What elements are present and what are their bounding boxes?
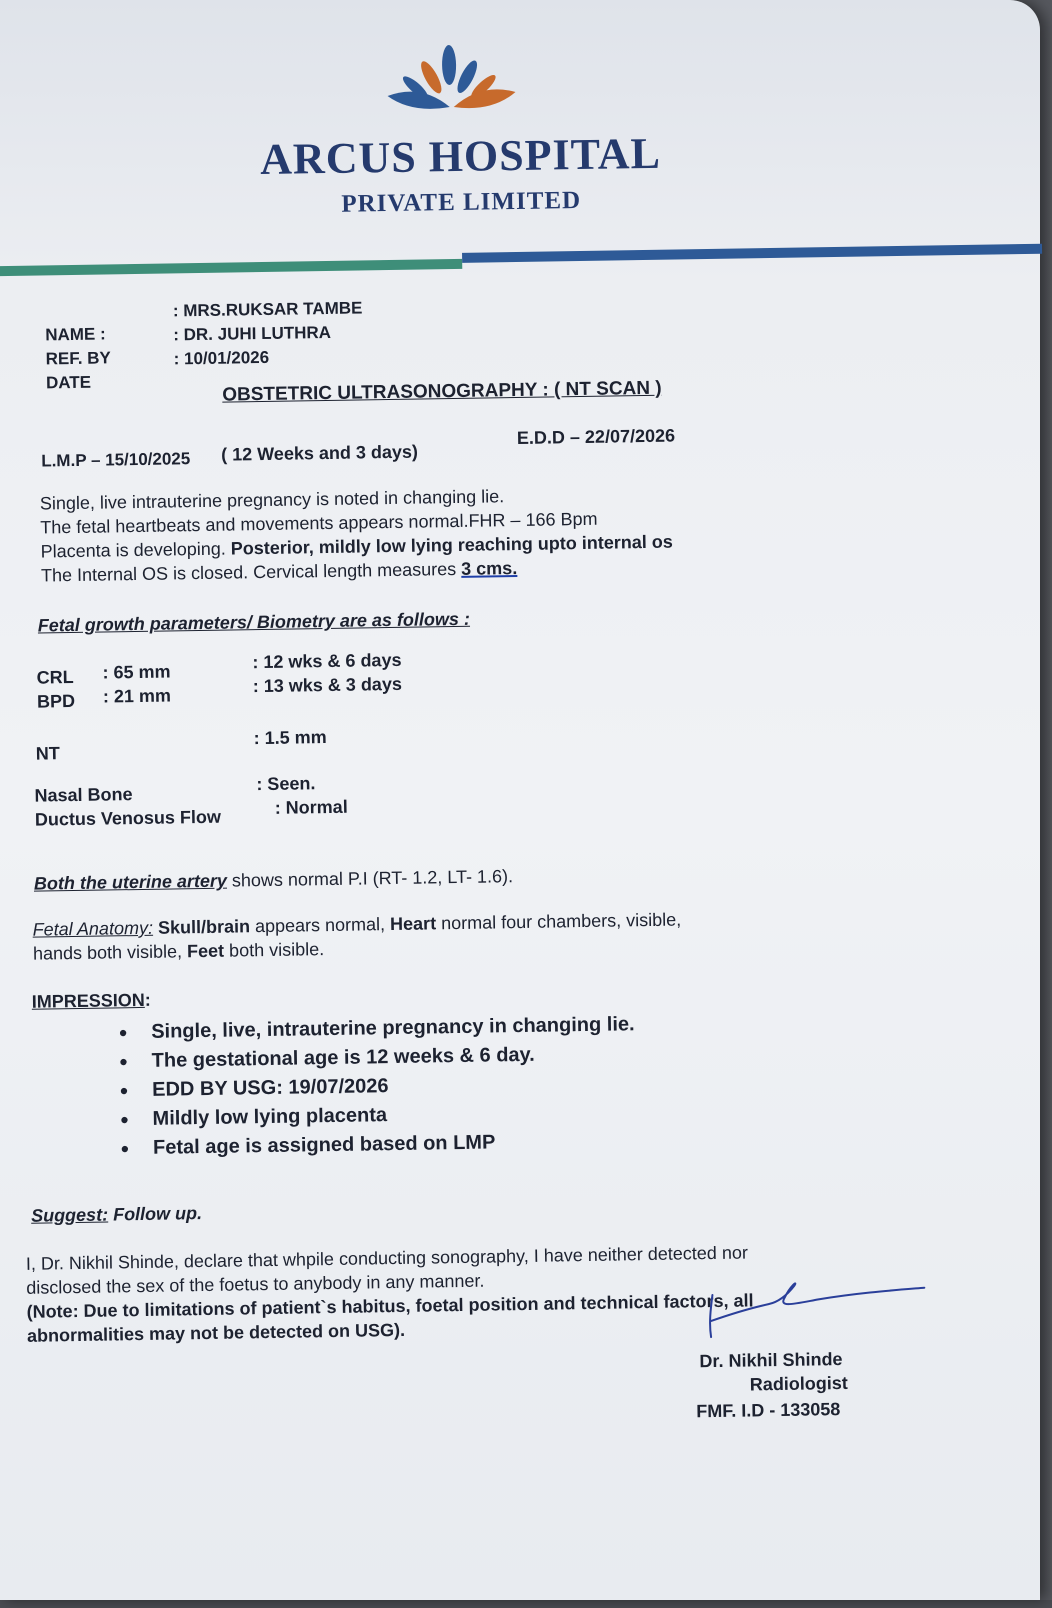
internal-os-text: The Internal OS is closed. Cervical length measures bbox=[40, 558, 457, 586]
logo-leaf bbox=[387, 91, 449, 109]
uterine-artery-text: shows normal P.I (RT- 1.2, LT- 1.6). bbox=[226, 866, 514, 891]
crl-value: : 65 mm bbox=[102, 661, 171, 683]
name-label: NAME : bbox=[45, 324, 106, 345]
doctor-fmf-id: FMF. I.D - 133058 bbox=[696, 1399, 841, 1422]
impression-item: • EDD BY USG: 19/07/2026 bbox=[120, 1068, 636, 1105]
finding-line-2: The fetal heartbeats and movements appears normal.FHR – 166 Bpm bbox=[40, 508, 598, 538]
placenta-text: Placenta is developing. bbox=[40, 538, 226, 562]
date-label: DATE bbox=[45, 372, 92, 393]
note-line-2: abnormalities may not be detected on USG). bbox=[26, 1319, 406, 1346]
nt-value: : 1.5 mm bbox=[253, 727, 327, 749]
hospital-subtitle: PRIVATE LIMITED bbox=[341, 186, 582, 218]
suggest-line bbox=[31, 1203, 202, 1227]
gestational-age-lmp: ( 12 Weeks and 3 days) bbox=[221, 441, 419, 465]
suggest-text: Follow up. bbox=[107, 1203, 203, 1225]
nasal-bone-value: : Seen. bbox=[256, 773, 316, 795]
cervical-length: 3 cms. bbox=[461, 558, 518, 579]
suggest-label: Suggest: bbox=[30, 1204, 109, 1226]
fetal-anatomy-line-2 bbox=[33, 939, 324, 965]
report-date: : 10/01/2026 bbox=[173, 347, 270, 369]
declaration-line-1: I, Dr. Nikhil Shinde, declare that whpile conducting sonography, I have neither detected nor bbox=[25, 1242, 749, 1274]
doctor-role: Radiologist bbox=[749, 1372, 848, 1395]
doctor-name: Dr. Nikhil Shinde bbox=[699, 1349, 843, 1372]
ductus-venosus-label: Ductus Venosus Flow bbox=[34, 806, 222, 830]
bpd-value: : 21 mm bbox=[102, 685, 172, 707]
uterine-artery-line bbox=[34, 866, 513, 895]
finding-line-1: Single, live intrauterine pregnancy is noted in changing lie. bbox=[39, 486, 505, 514]
impression-item: • Mildly low lying placenta bbox=[120, 1097, 636, 1134]
nasal-bone-label: Nasal Bone bbox=[34, 784, 133, 806]
heart: Heart bbox=[389, 913, 437, 935]
nt-label: NT bbox=[35, 743, 60, 764]
impression-colon: : bbox=[144, 989, 151, 1010]
hospital-logo bbox=[381, 42, 522, 124]
logo-petal bbox=[442, 45, 457, 85]
header-band-green bbox=[0, 259, 462, 276]
edd: E.D.D – 22/07/2026 bbox=[516, 425, 676, 449]
doctor-signature bbox=[698, 1272, 929, 1356]
fetal-anatomy-head: Fetal Anatomy: bbox=[32, 917, 154, 940]
declaration-line-2: disclosed the sex of the foetus to anybody in any manner. bbox=[26, 1270, 485, 1298]
placenta-position: Posterior, mildly low lying reaching upto internal os bbox=[230, 531, 673, 559]
patient-name: : MRS.RUKSAR TAMBE bbox=[172, 298, 363, 321]
impression-item: • Single, live, intrauterine pregnancy in changing lie. bbox=[119, 1010, 635, 1047]
impression-item: • Fetal age is assigned based on LMP bbox=[121, 1126, 637, 1163]
finding-line-4 bbox=[41, 558, 518, 586]
bpd-age: : 13 wks & 3 days bbox=[252, 673, 403, 697]
lmp: L.M.P – 15/10/2025 bbox=[41, 449, 191, 471]
impression-title: IMPRESSION bbox=[31, 989, 145, 1012]
impression-heading bbox=[32, 990, 151, 1013]
anatomy-text-3: hands both visible, bbox=[32, 941, 188, 964]
ref-by-label: REF. BY bbox=[45, 348, 111, 369]
header-band-blue bbox=[462, 244, 1042, 263]
bpd-label: BPD bbox=[36, 690, 76, 712]
impression-list bbox=[119, 1010, 637, 1163]
feet: Feet bbox=[186, 940, 225, 962]
skull-brain: Skull/brain bbox=[157, 916, 251, 938]
biometry-heading: Fetal growth parameters/ Biometry are as follows : bbox=[37, 608, 471, 636]
ductus-venosus-value: : Normal bbox=[274, 796, 348, 818]
crl-age: : 12 wks & 6 days bbox=[252, 649, 402, 673]
crl-label: CRL bbox=[36, 667, 74, 688]
hospital-name: ARCUS HOSPITAL bbox=[259, 128, 662, 185]
anatomy-text-4: both visible. bbox=[223, 939, 325, 961]
report-title: OBSTETRIC ULTRASONOGRAPHY : ( NT SCAN ) bbox=[222, 377, 662, 406]
note-line-1: (Note: Due to limitations of patient`s habitus, foetal position and technical factors, all bbox=[26, 1290, 754, 1322]
uterine-artery-head: Both the uterine artery bbox=[33, 870, 228, 894]
anatomy-text-1: appears normal, bbox=[249, 914, 391, 937]
fetal-anatomy-line-1 bbox=[32, 909, 681, 940]
impression-item: • The gestational age is 12 weeks & 6 day. bbox=[119, 1039, 635, 1076]
referring-doctor: : DR. JUHI LUTHRA bbox=[173, 322, 332, 345]
anatomy-text-2: normal four chambers, visible, bbox=[435, 909, 682, 934]
